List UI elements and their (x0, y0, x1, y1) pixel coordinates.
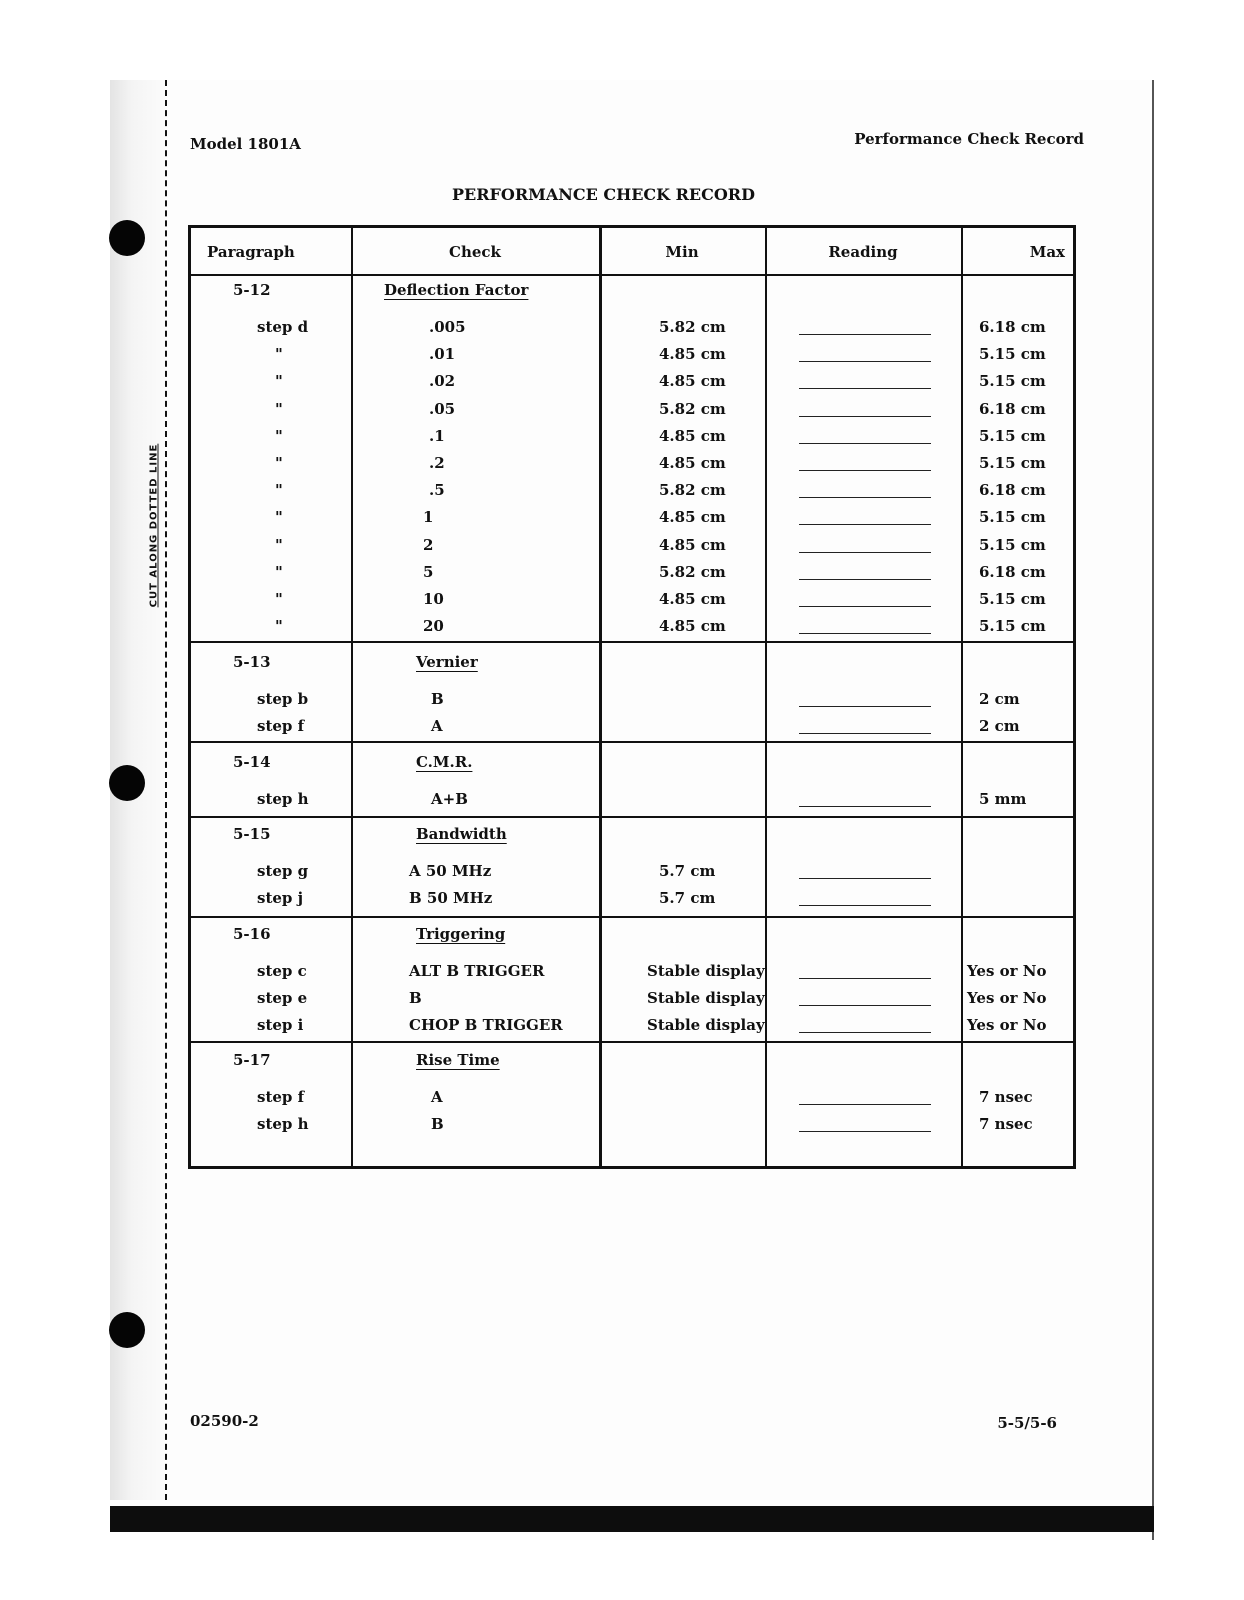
column-divider (765, 228, 767, 1166)
step-label: " (275, 562, 283, 581)
column-header-min: Min (665, 243, 699, 261)
reading-entry-line[interactable] (799, 1131, 931, 1132)
model-label: Model 1801A (190, 135, 301, 153)
step-label: " (275, 590, 283, 608)
reading-entry-line[interactable] (799, 706, 931, 707)
min-value: Stable display (647, 1016, 765, 1034)
max-value: 5.15 cm (979, 590, 1046, 608)
min-value: 5.82 cm (659, 399, 726, 418)
min-value: Stable display (647, 962, 765, 980)
step-label: " (275, 372, 283, 391)
reading-entry-line[interactable] (799, 1005, 931, 1006)
min-value: 4.85 cm (659, 508, 726, 527)
reading-entry-line[interactable] (799, 806, 931, 807)
check-value: .005 (429, 318, 466, 336)
step-label: step f (257, 1088, 305, 1106)
reading-entry-line[interactable] (799, 416, 931, 417)
check-value: A+B (431, 790, 468, 808)
document-number: 02590-2 (190, 1412, 259, 1430)
column-header-max: Max (1029, 243, 1065, 261)
page-title: PERFORMANCE CHECK RECORD (452, 185, 755, 204)
max-value: 7 nsec (979, 1115, 1033, 1133)
max-value: 2 cm (979, 690, 1020, 708)
max-value: Yes or No (967, 962, 1047, 980)
page-number: 5-5/5-6 (997, 1414, 1057, 1432)
check-value: .5 (429, 481, 445, 500)
check-value: A 50 MHz (409, 862, 492, 880)
performance-check-table (188, 225, 1076, 1169)
min-value: 5.82 cm (659, 562, 726, 581)
check-value: ALT B TRIGGER (409, 962, 545, 980)
step-label: " (275, 508, 283, 527)
paragraph-number: 5-17 (233, 1051, 271, 1069)
max-value: 5.15 cm (979, 617, 1046, 636)
check-value: .05 (429, 399, 456, 418)
check-value: B (409, 989, 422, 1007)
check-value: .2 (429, 454, 445, 472)
reading-entry-line[interactable] (799, 361, 931, 362)
reading-entry-line[interactable] (799, 443, 931, 444)
step-label: " (275, 345, 283, 364)
min-value: 5.7 cm (659, 862, 716, 880)
reading-entry-line[interactable] (799, 552, 931, 553)
reading-entry-line[interactable] (799, 633, 931, 634)
reading-entry-line[interactable] (799, 878, 931, 879)
max-value: 6.18 cm (979, 481, 1046, 500)
page-right-edge (1152, 80, 1154, 1540)
max-value: 5.15 cm (979, 426, 1046, 445)
max-value: Yes or No (967, 1016, 1047, 1034)
section-check-title: Deflection Factor (384, 281, 529, 299)
section-check-title: Vernier (416, 653, 478, 671)
column-divider (351, 228, 353, 1166)
max-value: 5 mm (979, 790, 1027, 808)
page-bottom-edge (110, 1506, 1154, 1532)
reading-entry-line[interactable] (799, 905, 931, 906)
header-divider (191, 274, 1073, 276)
step-label: step e (257, 989, 308, 1007)
check-value: 5 (423, 562, 434, 581)
step-label: " (275, 535, 283, 554)
reading-entry-line[interactable] (799, 978, 931, 979)
min-value: 4.85 cm (659, 345, 726, 364)
step-label: step d (257, 318, 309, 336)
max-value: 5.15 cm (979, 508, 1046, 527)
reading-entry-line[interactable] (799, 606, 931, 607)
min-value: 5.7 cm (659, 889, 716, 907)
reading-entry-line[interactable] (799, 1104, 931, 1105)
max-value: 7 nsec (979, 1088, 1033, 1106)
step-label: " (275, 399, 283, 418)
min-value: 4.85 cm (659, 372, 726, 391)
step-label: step b (257, 690, 309, 708)
section-check-title: Bandwidth (416, 825, 507, 843)
max-value: 6.18 cm (979, 318, 1046, 336)
punch-hole (109, 1312, 145, 1348)
check-value: A (431, 1088, 443, 1106)
column-header-reading: Reading (828, 243, 898, 261)
step-label: step g (257, 862, 309, 880)
step-label: step f (257, 717, 305, 735)
check-value: A (431, 717, 443, 735)
check-value: 20 (423, 617, 444, 636)
section-label: Performance Check Record (854, 130, 1084, 148)
check-value: B (431, 1115, 444, 1133)
column-header-check: Check (449, 243, 501, 261)
reading-entry-line[interactable] (799, 388, 931, 389)
min-value: 4.85 cm (659, 617, 726, 636)
min-value: 4.85 cm (659, 454, 726, 472)
paragraph-number: 5-14 (233, 753, 271, 771)
min-value: Stable display (647, 989, 765, 1007)
min-value: 4.85 cm (659, 426, 726, 445)
punch-hole (109, 220, 145, 256)
section-check-title: Rise Time (416, 1051, 500, 1069)
max-value: 6.18 cm (979, 562, 1046, 581)
reading-entry-line[interactable] (799, 334, 931, 335)
paragraph-number: 5-12 (233, 281, 271, 299)
reading-entry-line[interactable] (799, 733, 931, 734)
column-divider (961, 228, 963, 1166)
max-value: 5.15 cm (979, 454, 1046, 472)
reading-entry-line[interactable] (799, 524, 931, 525)
max-value: Yes or No (967, 989, 1047, 1007)
check-value: .02 (429, 372, 456, 391)
max-value: 2 cm (979, 717, 1020, 735)
max-value: 5.15 cm (979, 372, 1046, 391)
reading-entry-line[interactable] (799, 470, 931, 471)
min-value: 4.85 cm (659, 590, 726, 608)
check-value: B (431, 690, 444, 708)
check-value: 2 (423, 535, 434, 554)
paragraph-number: 5-13 (233, 653, 271, 671)
cut-line-label: CUT ALONG DOTTED LINE (148, 443, 160, 608)
step-label: step h (257, 790, 309, 808)
min-value: 5.82 cm (659, 481, 726, 500)
check-value: 10 (423, 590, 444, 608)
step-label: step i (257, 1016, 304, 1034)
step-label: step j (257, 889, 304, 907)
reading-entry-line[interactable] (799, 1032, 931, 1033)
step-label: " (275, 617, 283, 636)
section-divider (191, 741, 1073, 743)
punch-hole (109, 765, 145, 801)
min-value: 5.82 cm (659, 318, 726, 336)
column-header-para: Paragraph (207, 243, 295, 261)
cut-line (165, 80, 167, 1500)
step-label: " (275, 426, 283, 445)
section-divider (191, 641, 1073, 643)
section-divider (191, 1041, 1073, 1043)
check-value: .01 (429, 345, 456, 364)
min-value: 4.85 cm (659, 535, 726, 554)
check-value: .1 (429, 426, 445, 445)
step-label: " (275, 481, 283, 500)
section-divider (191, 916, 1073, 918)
max-value: 6.18 cm (979, 399, 1046, 418)
step-label: " (275, 454, 283, 472)
check-value: CHOP B TRIGGER (409, 1016, 563, 1034)
step-label: step h (257, 1115, 309, 1133)
max-value: 5.15 cm (979, 535, 1046, 554)
column-divider (599, 228, 602, 1166)
section-check-title: Triggering (416, 925, 506, 943)
max-value: 5.15 cm (979, 345, 1046, 364)
reading-entry-line[interactable] (799, 579, 931, 580)
paragraph-number: 5-16 (233, 925, 271, 943)
check-value: 1 (423, 508, 434, 527)
paragraph-number: 5-15 (233, 825, 271, 843)
reading-entry-line[interactable] (799, 497, 931, 498)
step-label: step c (257, 962, 307, 980)
check-value: B 50 MHz (409, 889, 493, 907)
section-check-title: C.M.R. (416, 753, 473, 771)
section-divider (191, 816, 1073, 818)
